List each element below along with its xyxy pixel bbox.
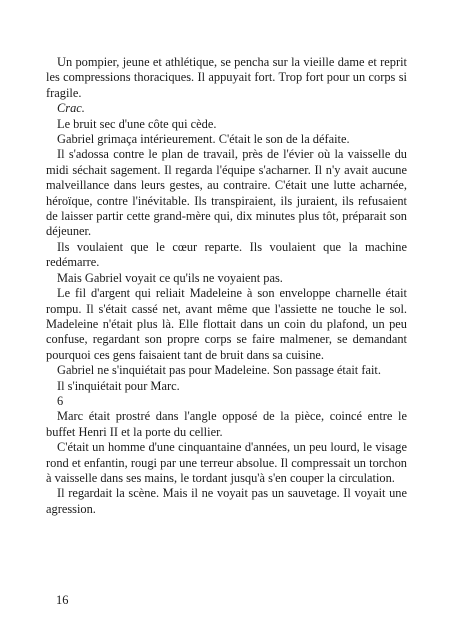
- paragraph: Il regardait la scène. Mais il ne voyait pas un sauvetage. Il voyait une agression.: [46, 486, 407, 516]
- paragraph: Gabriel ne s'inquiétait pas pour Madeleine. Son passage était fait.: [57, 363, 381, 378]
- page-number: 16: [56, 593, 69, 607]
- paragraph: Il s'inquiétait pour Marc.: [57, 378, 180, 393]
- paragraph: Il s'adossa contre le plan de travail, près de l'évier où la vaisselle du midi séchait sagement. Il regarda l'équipe s'acharner. Il n'y avait aucune malveillance dans leurs gestes, au contraire. C'était une lutte acharnée, héroïque, contre l'inévitable. Ils transpiraient, ils juraient, ils refusaient de laisser partir cette grand-mère qui, dix minutes plus tôt, préparait son déjeuner.: [46, 147, 407, 239]
- section-2: [46, 409, 407, 517]
- paragraph: Le fil d'argent qui reliait Madeleine à son enveloppe charnelle était rompu. Il s'était cassé net, avant même que l'assiette ne touche le sol. Madeleine n'était plus là. Elle flottait dans un coin du plafond, un peu confuse, regardant son propre corps se faire malmener, se demandant pourquoi ces gens faisaient tant de bruit dans sa cuisine.: [46, 286, 407, 362]
- paragraph: C'était un homme d'une cinquantaine d'années, un peu lourd, le visage rond et enfantin, rougi par une terreur absolue. Il compressait un torchon à vaisselle dans ses mains, le tordant jusqu'à s'en couper la circulation.: [46, 440, 407, 485]
- paragraph: Ils voulaient que le cœur reparte. Ils voulaient que la machine redémarre.: [46, 239, 407, 270]
- paragraph: Crac.: [57, 101, 85, 116]
- section-1: [46, 55, 407, 394]
- paragraph: Le bruit sec d'une côte qui cède.: [57, 116, 217, 131]
- paragraph: Un pompier, jeune et athlétique, se pencha sur la vieille dame et reprit les compressions thoraciques. Il appuyait fort. Trop fort pour un corps si fragile.: [46, 55, 407, 100]
- paragraph: Gabriel grimaça intérieurement. C'était le son de la défaite.: [57, 132, 350, 147]
- paragraph: Marc était prostré dans l'angle opposé de la pièce, coincé entre le buffet Henri II et la porte du cellier.: [46, 409, 407, 439]
- chapter-number: 6: [57, 393, 64, 408]
- body-text: [46, 55, 407, 517]
- paragraph: Mais Gabriel voyait ce qu'ils ne voyaient pas.: [57, 270, 283, 285]
